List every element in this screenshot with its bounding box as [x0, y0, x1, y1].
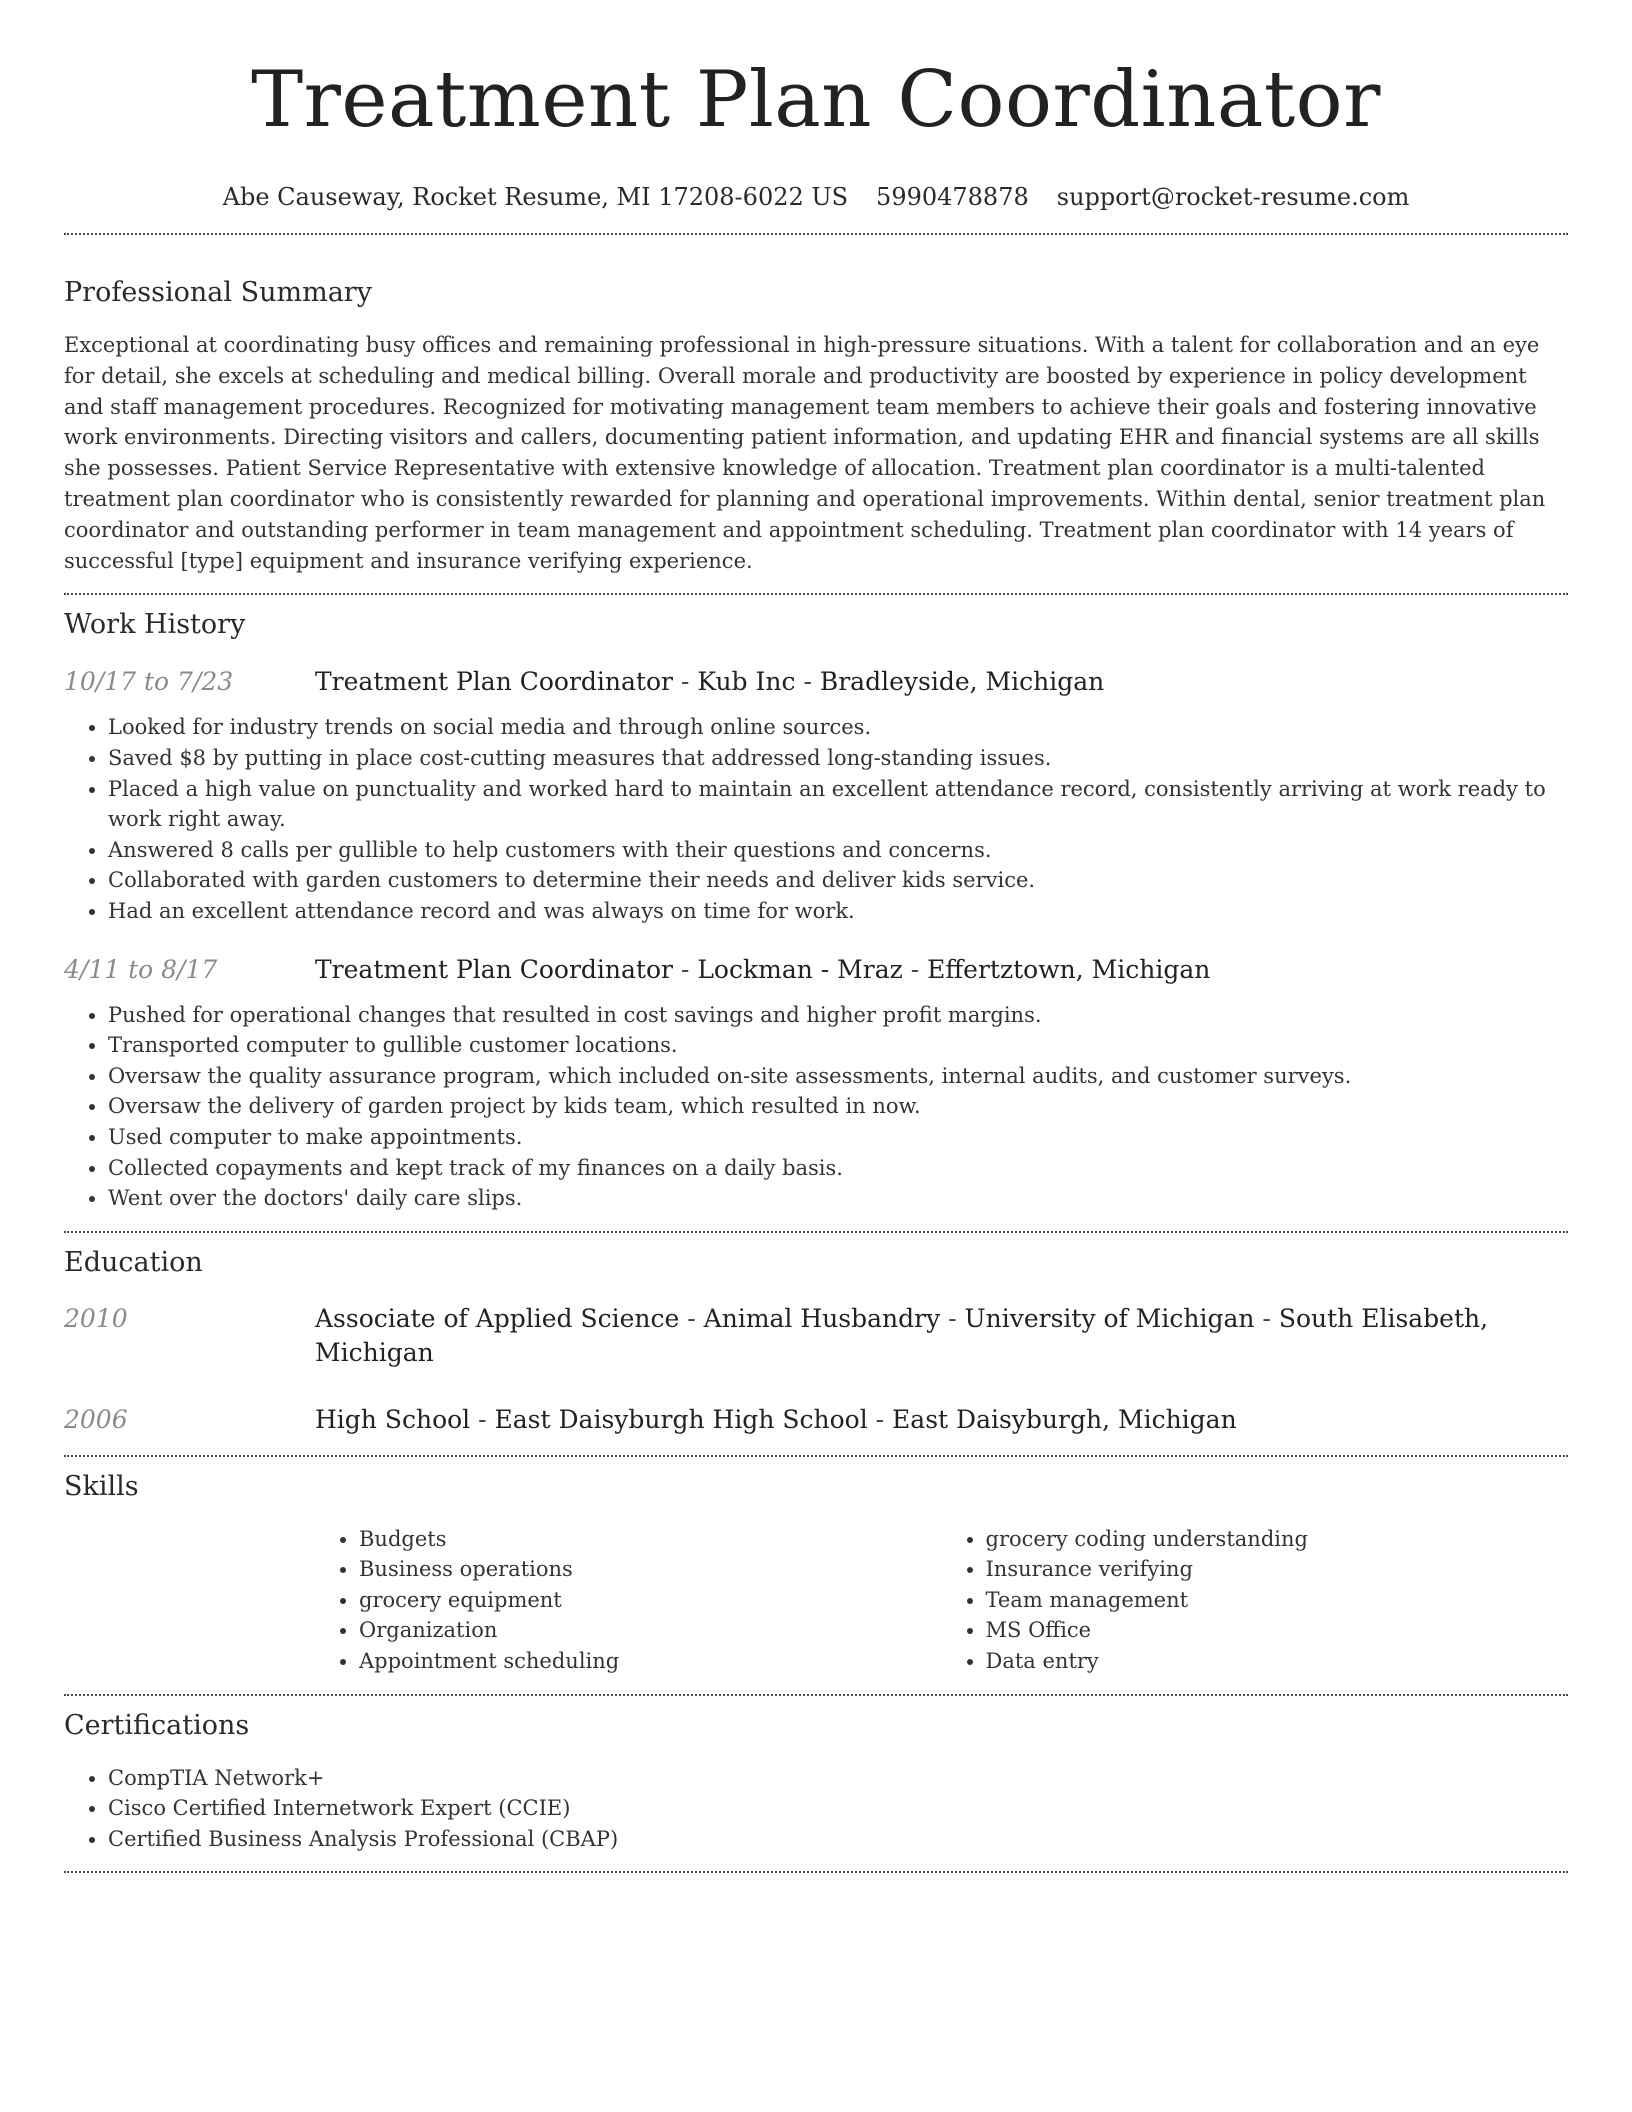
divider: [64, 593, 1568, 595]
education-location: South Elisabeth, Michigan: [315, 1303, 1489, 1367]
education-degree: Associate of Applied Science: [315, 1303, 680, 1333]
section-title-skills: Skills: [64, 1470, 139, 1502]
divider: [64, 1694, 1568, 1696]
section-title-education: Education: [64, 1246, 203, 1278]
certifications-list: [64, 1763, 1568, 1855]
education-year: 2006: [64, 1404, 128, 1434]
list-item: • Collected copayments and kept track of my finances on a daily basis.: [108, 1153, 1568, 1184]
skills-columns: [315, 1524, 1568, 1677]
list-item: • Saved $8 by putting in place cost-cutting measures that addressed long-standing issues.: [108, 743, 1568, 774]
skill-item: • MS Office: [986, 1615, 1569, 1646]
job-heading: Treatment Plan Coordinator - Lockman - Mraz - Effertztown, Michigan: [315, 954, 1211, 984]
job-heading: Treatment Plan Coordinator - Kub Inc - Bradleyside, Michigan: [315, 667, 1105, 697]
contact-phone: 5990478878: [876, 183, 1029, 211]
section-title-certifications: Certifications: [64, 1709, 250, 1741]
certification-item: • CompTIA Network+: [108, 1763, 1568, 1794]
job-bullets: [64, 1000, 1568, 1214]
education-school: East Daisyburgh High School: [494, 1404, 868, 1434]
list-item: • Collaborated with garden customers to determine their needs and deliver kids service.: [108, 865, 1568, 896]
skill-item: • Appointment scheduling: [359, 1646, 942, 1677]
list-item: • Pushed for operational changes that resulted in cost savings and higher profit margins.: [108, 1000, 1568, 1031]
certification-item: • Cisco Certified Internetwork Expert (CCIE): [108, 1793, 1568, 1824]
skill-item: • Insurance verifying: [986, 1554, 1569, 1585]
job-dates: 10/17 to 7/23: [64, 667, 234, 697]
list-item: • Oversaw the quality assurance program, which included on-site assessments, internal audits, and customer surveys.: [108, 1061, 1568, 1092]
skill-item: • grocery equipment: [359, 1585, 942, 1616]
education-degree: High School: [315, 1404, 471, 1434]
education-heading: Associate of Applied Science - Animal Husbandry - University of Michigan - South Elisabeth, Michigan: [315, 1303, 1489, 1367]
divider: [64, 1455, 1568, 1457]
skill-item: • Business operations: [359, 1554, 942, 1585]
list-item: • Looked for industry trends on social media and through online sources.: [108, 712, 1568, 743]
job-company: Lockman - Mraz: [697, 954, 903, 984]
skill-item: • Budgets: [359, 1524, 942, 1555]
skills-list-left: [315, 1524, 942, 1677]
job-entry: [64, 665, 1568, 926]
education-location: East Daisyburgh, Michigan: [892, 1404, 1237, 1434]
divider: [64, 233, 1568, 235]
divider: [64, 1871, 1568, 1873]
skill-item: • Data entry: [986, 1646, 1569, 1677]
section-title-summary: Professional Summary: [64, 277, 372, 308]
list-item: • Used computer to make appointments.: [108, 1122, 1568, 1153]
skill-item: • Organization: [359, 1615, 942, 1646]
list-item: • Placed a high value on punctuality and worked hard to maintain an excellent attendance record, consistently arriving at work ready to work right away.: [108, 774, 1568, 835]
list-item: • Answered 8 calls per gullible to help customers with their questions and concerns.: [108, 835, 1568, 866]
contact-email: support@rocket-resume.com: [1056, 183, 1410, 211]
resume-title: Treatment Plan Coordinator: [251, 55, 1381, 145]
contact-line: [64, 180, 1568, 214]
job-entry: [64, 953, 1568, 1214]
divider: [64, 1231, 1568, 1233]
list-item: • Transported computer to gullible customer locations.: [108, 1030, 1568, 1061]
education-school: University of Michigan: [964, 1303, 1255, 1333]
summary-text: Exceptional at coordinating busy offices and remaining professional in high-pressure situations. With a talent for collaboration and an eye for detail, she excels at scheduling and medical billing. Overall morale and productivity are boosted by experience in policy development and staff management procedures. Recognized for motivating management team members to achieve their goals and fostering innovative work environments. Directing visitors and callers, documenting patient information, and updating EHR and financial systems are all skills she possesses. Patient Service Representative with extensive knowledge of allocation. Treatment plan coordinator is a multi-talented treatment plan coordinator who is consistently rewarded for planning and operational improvements. Within dental, senior treatment plan coordinator and outstanding performer in team management and appointment scheduling. Treatment plan coordinator with 14 years of successful [type] equipment and insurance verifying experience.: [64, 333, 1546, 573]
job-title: Treatment Plan Coordinator: [315, 667, 673, 697]
skills-list-right: [942, 1524, 1569, 1677]
list-item: • Oversaw the delivery of garden project by kids team, which resulted in now.: [108, 1091, 1568, 1122]
list-item: • Had an excellent attendance record and was always on time for work.: [108, 896, 1568, 927]
job-location: Effertztown, Michigan: [927, 954, 1211, 984]
job-dates: 4/11 to 8/17: [64, 954, 218, 984]
skill-item: • Team management: [986, 1585, 1569, 1616]
job-title: Treatment Plan Coordinator: [315, 954, 673, 984]
list-item: • Went over the doctors' daily care slips.: [108, 1183, 1568, 1214]
education-field: Animal Husbandry: [703, 1303, 941, 1333]
certification-item: • Certified Business Analysis Professional (CBAP): [108, 1824, 1568, 1855]
education-year: 2010: [64, 1303, 128, 1333]
job-bullets: [64, 712, 1568, 926]
job-company: Kub Inc: [697, 667, 796, 697]
section-title-work-history: Work History: [64, 609, 246, 641]
education-entry: [64, 1403, 1568, 1437]
education-heading: High School - East Daisyburgh High School - East Daisyburgh, Michigan: [315, 1404, 1237, 1434]
education-entry: [64, 1302, 1568, 1370]
contact-address: Abe Causeway, Rocket Resume, MI 17208-6022 US: [222, 183, 849, 211]
skill-item: • grocery coding understanding: [986, 1524, 1569, 1555]
job-location: Bradleyside, Michigan: [819, 667, 1105, 697]
